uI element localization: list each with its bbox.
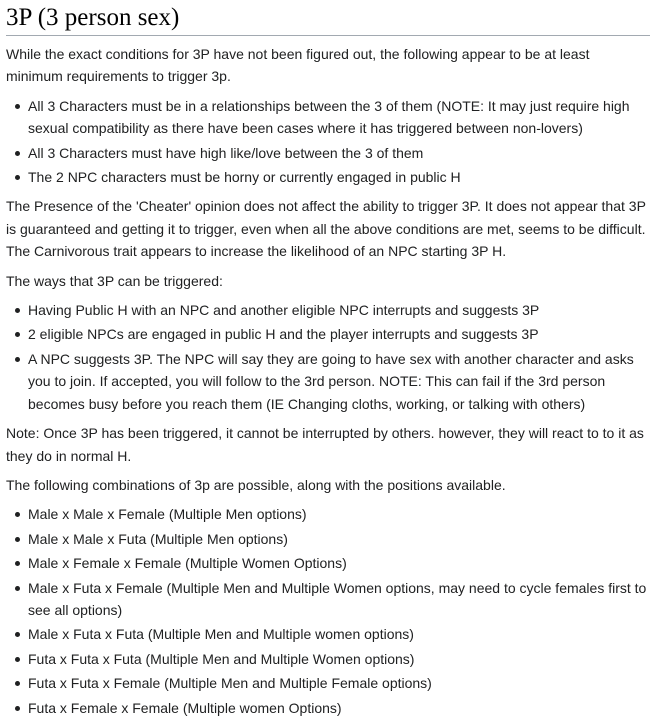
requirements-list bbox=[6, 95, 650, 189]
interrupt-note-paragraph: Note: Once 3P has been triggered, it cannot be interrupted by others. however, they will react to to it as they do in normal H. bbox=[6, 425, 644, 464]
list-item: Male x Male x Female (Multiple Men options) bbox=[28, 503, 650, 525]
ways-list bbox=[6, 299, 650, 415]
list-item: The 2 NPC characters must be horny or currently engaged in public H bbox=[28, 166, 650, 188]
combos-list bbox=[6, 503, 650, 719]
intro-paragraph: While the exact conditions for 3P have not been figured out, the following appear to be at least minimum requirements to trigger 3p. bbox=[6, 46, 590, 85]
ways-intro-paragraph: The ways that 3P can be triggered: bbox=[6, 272, 223, 289]
list-item: 2 eligible NPCs are engaged in public H and the player interrupts and suggests 3P bbox=[28, 323, 650, 345]
list-item: All 3 Characters must have high like/love between the 3 of them bbox=[28, 142, 650, 164]
list-item: Male x Futa x Female (Multiple Men and Multiple Women options, may need to cycle females first to see all options) bbox=[28, 577, 650, 622]
list-item: All 3 Characters must be in a relationships between the 3 of them (NOTE: It may just require high sexual compatibility as there have been cases where it has triggered between non-lovers) bbox=[28, 95, 650, 140]
list-item: Male x Futa x Futa (Multiple Men and Multiple women options) bbox=[28, 623, 650, 645]
list-item: Futa x Female x Female (Multiple women Options) bbox=[28, 697, 650, 719]
list-item: Having Public H with an NPC and another eligible NPC interrupts and suggests 3P bbox=[28, 299, 650, 321]
list-item: Male x Male x Futa (Multiple Men options) bbox=[28, 528, 650, 550]
combos-intro-paragraph: The following combinations of 3p are possible, along with the positions available. bbox=[6, 476, 506, 493]
list-item: Male x Female x Female (Multiple Women Options) bbox=[28, 552, 650, 574]
list-item: Futa x Futa x Female (Multiple Men and Multiple Female options) bbox=[28, 672, 650, 694]
list-item: Futa x Futa x Futa (Multiple Men and Multiple Women options) bbox=[28, 648, 650, 670]
presence-paragraph: The Presence of the 'Cheater' opinion does not affect the ability to trigger 3P. It does not appear that 3P is guaranteed and getting it to trigger, even when all the above conditions are met, seems to be difficult. The Carnivorous trait appears to increase the likelihood of an NPC starting 3P H. bbox=[6, 198, 646, 260]
list-item: A NPC suggests 3P. The NPC will say they are going to have sex with another character and asks you to join. If accepted, you will follow to the 3rd person. NOTE: This can fail if the 3rd person becomes busy before you reach them (IE Changing cloths, working, or talking with others) bbox=[28, 348, 650, 415]
section-heading: 3P (3 person sex) bbox=[6, 0, 650, 36]
